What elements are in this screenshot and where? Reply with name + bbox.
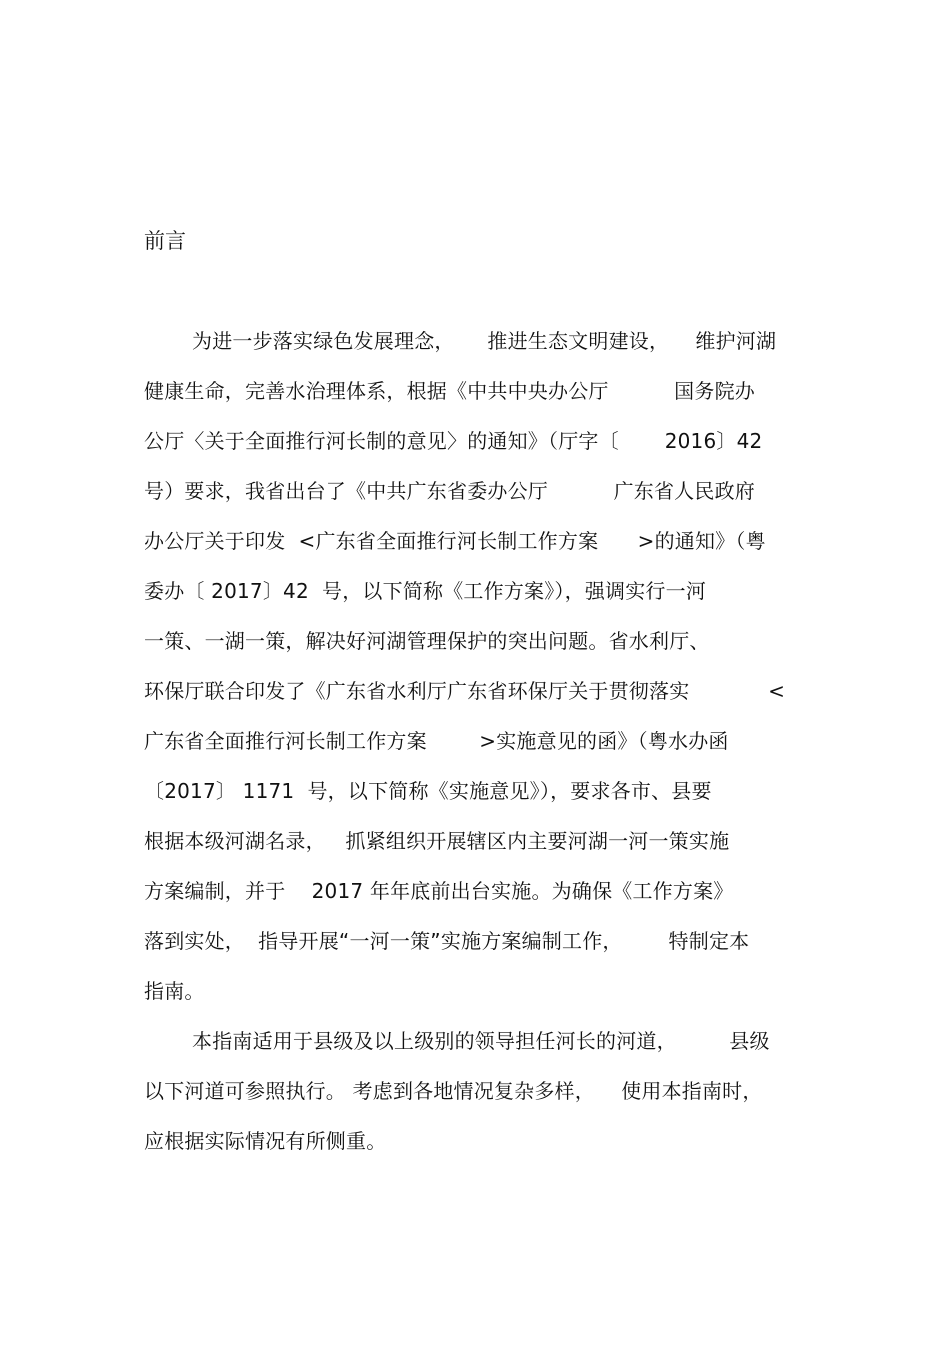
paragraph-2-line-3: 应根据实际情况有所侧重。 [144,1129,387,1153]
paragraph-1-line-3: 公厅〈关于全面推行河长制的意见〉的通知》（厅字〔 2016〕42 [144,429,763,453]
paragraph-1-line-4: 号）要求，我省出台了《中共广东省委办公厅 广东省人民政府 [144,479,755,503]
paragraph-2-line-1: 本指南适用于县级及以上级别的领导担任河长的河道， 县级 [192,1029,770,1053]
paragraph-1-line-2: 健康生命，完善水治理体系，根据《中共中央办公厅 国务院办 [144,379,755,403]
paragraph-1-line-6: 委办〔 2017〕42 号，以下简称《工作方案》），强调实行一河 [144,579,707,603]
paragraph-1-line-5: 办公厅关于印发 <广东省全面推行河长制工作方案 >的通知》（粤 [144,529,766,553]
paragraph-1-line-10: 〔2017〕 1171 号，以下简称《实施意见》），要求各市、县要 [144,779,712,803]
paragraph-1-line-7: 一策、一湖一策，解决好河湖管理保护的突出问题。省水利厅、 [144,629,710,653]
paragraph-2-line-2: 以下河道可参照执行。 考虑到各地情况复杂多样， 使用本指南时， [144,1079,763,1103]
page-title: 前言 [144,229,186,253]
paragraph-1-line-14: 指南。 [144,979,205,1003]
paragraph-1-line-12: 方案编制，并于 2017 年年底前出台实施。为确保《工作方案》 [144,879,734,903]
paragraph-1-line-8: 环保厅联合印发了《广东省水利厅广东省环保厅关于贯彻落实 < [144,679,786,703]
paragraph-1-line-9: 广东省全面推行河长制工作方案 >实施意见的函》（粤水办函 [144,729,729,753]
paragraph-1-line-13: 落到实处， 指导开展“一河一策”实施方案编制工作， 特制定本 [144,929,750,953]
paragraph-1-line-11: 根据本级河湖名录， 抓紧组织开展辖区内主要河湖一河一策实施 [144,829,730,853]
paragraph-1-line-1: 为进一步落实绿色发展理念， 推进生态文明建设， 维护河湖 [192,329,777,353]
